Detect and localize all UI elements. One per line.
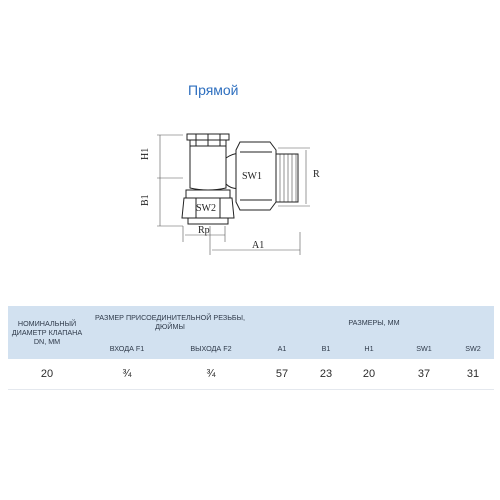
cell-h1: 20 [342,359,396,390]
sub-sw1: SW1 [396,338,452,359]
cell-dn: 20 [8,359,86,390]
label-a1: A1 [252,240,265,251]
label-b1: B1 [140,194,151,206]
cell-f1: ¾ [86,359,168,390]
sub-b1: B1 [310,338,342,359]
label-r: R [313,169,320,180]
label-h1: H1 [140,147,151,160]
spec-table [8,306,494,390]
page-title: Прямой [188,82,239,98]
cell-a1: 57 [254,359,310,390]
label-sw2: SW2 [196,203,216,214]
col-thread-header: РАЗМЕР ПРИСОЕДИНИТЕЛЬНОЙ РЕЗЬБЫ, ДЮЙМЫ [86,306,254,338]
valve-drawing [130,122,340,262]
cell-sw2: 31 [452,359,494,390]
sub-outlet: ВЫХОДА F2 [168,338,254,359]
col-dims-header: РАЗМЕРЫ, ММ [254,306,494,338]
col-dn-header: НОМИНАЛЬНЫЙ ДИАМЕТР КЛАПАНА DN, ММ [8,306,86,359]
cell-b1: 23 [310,359,342,390]
sub-a1: A1 [254,338,310,359]
sub-sw2: SW2 [452,338,494,359]
sub-inlet: ВХОДА F1 [86,338,168,359]
table-row [8,359,494,390]
sub-h1: H1 [342,338,396,359]
cell-f2: ¾ [168,359,254,390]
cell-sw1: 37 [396,359,452,390]
label-rp: Rp [198,225,210,236]
label-sw1: SW1 [242,171,262,182]
